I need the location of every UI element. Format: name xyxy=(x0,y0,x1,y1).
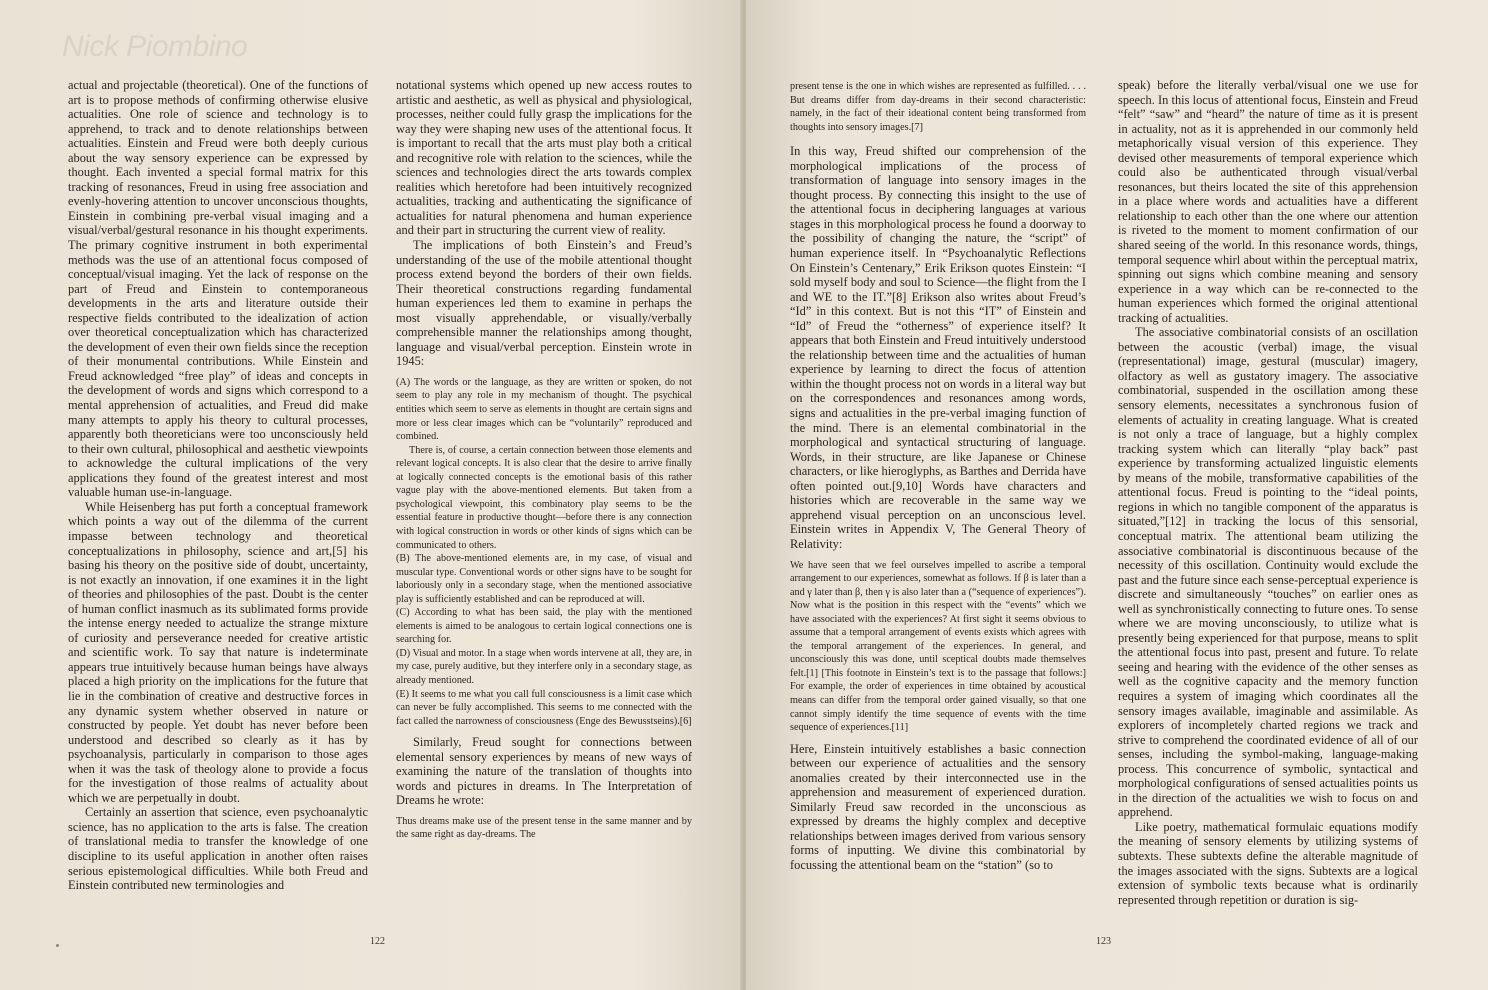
block-quote: (E) It seems to me what you call full consciousness is a limit case which can never be fully accomplished. This seems to me connected with the fact called the narrowness of consciousness (Enge des Bewusstseins).[6] xyxy=(396,688,692,727)
paragraph: Here, Einstein intuitively establishes a basic connection between our experience of actualities and the sensory anomalies created by their interconnected use in the apprehension and measurement of experienced duration. Similarly Freud saw recorded in the unconscious as expressed by dreams the highly complex and deceptive relationships between images derived from various sensory forms of inputting. We divine this combinatorial by focussing the attentional beam on the “station” (so to xyxy=(790,741,1086,872)
block-quote: (A) The words or the language, as they are written or spoken, do not seem to play any role in my mechanism of thought. The psychical entities which seem to serve as elements in thought are certain signs and more or less clear images which can be “voluntarily” reproduced and combined. xyxy=(396,376,692,443)
running-head: Nick Piombino xyxy=(62,30,248,63)
page-number: 122 xyxy=(370,936,385,947)
paragraph: While Heisenberg has put forth a conceptual framework which points a way out of the dilemma of the current impasse between technology and theoretical conceptualizations in philosophy, science and art,[5] his basing his theory on the positive side of doubt, uncertainty, is not exactly an innovation, if one examines it in the light of theories and philosophies of the past. Doubt is the center of human conflict inasmuch as its sublimated forms provide the intense energy needed to actualize the strange mixture of curiosity and perseverance needed for creative artistic and scientific work. To say that nature is indeterminate appears true intuitively because human beings have always placed a high priority on the implications for the future that lie in the combination of creative and destructive forces in any dynamic system whether observed in nature or constructed by people. Yet doubt has never before been understood and described so clearly as it has by psychoanalysis, particularly in comparison to those ages when it was the task of theology alone to provide a focus for the investigation of those realms of actuality about which we are perpetually in doubt. xyxy=(68,499,368,805)
paragraph: In this way, Freud shifted our comprehension of the morphological implications of the process of transformation of language into sensory images in the thought process. By connecting this insight to the use of the attentional focus in deciphering languages at various stages in this morphological process he found a doorway to the possibility of changing the nature, the “script” of human experience itself. In “Psychoanalytic Reflections On Einstein’s Centenary,” Erik Erikson quotes Einstein: “I sold myself body and soul to Science—the flight from the I and WE to the IT.”[8] Erikson also writes about Freud’s “Id” in this context. But is not this “IT” of Einstein and “Id” of Freud the “otherness” of experience itself? It appears that both Einstein and Freud intuitively understood the relationship between time and the actualities of human experience by learning to direct the focus of attention within the thought process not on words in a literal way but on the correspondences and resonances among words, signs and actualities in the pre-verbal imaging function of the mind. There is an elemental combinatorial in the morphological and syntactical structuring of language. Words, in their structure, are like Japanese or Chinese characters, or like hieroglyphs, as Barthes and Derrida have often pointed out.[9,10] Words have characters and histories which are recoverable in the same way we apprehend visual perception on an unconscious level. Einstein writes in Appendix V, The General Theory of Relativity: xyxy=(790,144,1086,551)
paragraph: The associative combinatorial consists of an oscillation between the acoustic (verbal) image, the visual (representational) image, gestural (muscular) imagery, olfactory as well as gustatory imagery. The associative combinatorial, suspended in the oscillation among these sensory elements, necessitates a synchronous fusion of elements of actuality in creating language. What is created is not only a trace of language, but a highly complex tracking system which can literally “play back” past experience by transforming actualized linguistic elements by means of the mobile, transformative capabilities of the attentional focus. Freud is pointing to the “ideal points, regions in which no tangible component of the apparatus is situated,”[12] in tracking the locus of this sensorial, conceptual matrix. The attentional beam utilizing the associative combinatorial is discontinuous because of the necessity of this oscillation. Continuity would exclude the past and the future since each sense-perceptual experience is discrete and simultaneously “touches” on earlier ones as well as synchronistically connecting to future ones. To sense where we are moving unconsciously, to utilize what is presently being experienced for that purpose, means to split the attentional focus into past, present and future. To relate seeing and hearing with the evidence of the other senses as well as the cognitive capacity and the memory function requires a system of imaging which coordinates all the sensory images available, imaginable and assimilable. As explorers of incompletely charted regions we track and strive to comprehend the coordinated evidence of all of our senses, including the symbol-making, language-making process. This concurrence of symbolic, syntactical and morphological configurations of sensed actualities points us in the direction of the actualities we wish to focus on and apprehend. xyxy=(1118,325,1418,820)
block-quote: present tense is the one in which wishes are represented as fulfilled. . . . But dreams differ from day-dreams in their second characteristic: namely, in the fact of their ideational content being transformed from thoughts into sensory images.[7] xyxy=(790,81,1086,133)
block-quote: Thus dreams make use of the present tense in the same manner and by the same right as day-dreams. The xyxy=(396,815,692,841)
paragraph: Like poetry, mathematical formulaic equations modify the meaning of sensory elements by utilizing systems of subtexts. These subtexts define the alterable magnitude of the images associated with the signs. Subtexts are a logical extension of symbolic texts because what is ordinarily represented through repetition or duration is sig- xyxy=(1118,819,1418,907)
paragraph: notational systems which opened up new access routes to artistic and aesthetic, as well as physical and physiological, processes, neither could fully grasp the implications for the way they were shaping new uses of the attentional focus. It is important to recall that the arts must play both a critical and recognitive role with relation to the sciences, while the sciences and technologies direct the arts towards complex realities which heretofore had been intuitively recognized actualities, tracking and authenticating the significance of actualities for natural phenomena and human experience and their part in structuring the current view of reality. xyxy=(396,78,692,238)
block-quote: (C) According to what has been said, the play with the mentioned elements is aimed to be analogous to certain logical connections one is searching for. xyxy=(396,607,692,646)
paragraph: Certainly an assertion that science, even psychoanalytic science, has no application to the arts is false. The creation of translational media to transfer the knowledge of one discipline to its useful application in another often raises serious epistemological difficulties. While both Freud and Einstein contributed new terminologies and xyxy=(68,805,368,893)
paragraph: actual and projectable (theoretical). One of the functions of art is to propose methods of confirming otherwise elusive actualities. One role of science and technology is to apprehend, to track and to denote relationships between actualities. Einstein and Freud were both deeply curious about the way sensory experience can be expressed by thought. Each invented a special formal matrix for this tracking of resonances, Freud in using free association and evenly-hovering attention to uncover unconscious thoughts, Einstein in combining pre-verbal visual imaging and a visual/verbal/gestural resonance in his thought experiments. The primary cognitive instrument in both experimental methods was the use of an attentional focus composed of conceptual/visual imaging. Yet the lack of response on the part of Freud and Einstein to contemporaneous developments in the arts and literature outside their respective fields contributed to the idealization of action over theoretical conceptualization which has characterized the development of even their own fields since the reception of their monumental contributions. While Einstein and Freud acknowledged “free play” of ideas and concepts in the development of words and signs which correspond to a mental apprehension of actualities, and Freud did make many attempts to apply his theory to cultural processes, apparently both theoreticians were too unconsciously held to their own cultural, philosophical and aesthetic viewpoints to acknowledge the cultural implications of the very applications they found of the greatest interest and most valuable human use-in-language. xyxy=(68,78,368,500)
left-column-1 xyxy=(68,78,368,893)
block-quote: (B) The above-mentioned elements are, in my case, of visual and muscular type. Conventional words or other signs have to be sought for laboriously only in a secondary stage, when the mentioned associative play is sufficiently established and can be reproduced at will. xyxy=(396,553,692,605)
block-quote: There is, of course, a certain connection between those elements and relevant logical concepts. It is also clear that the desire to arrive finally at logically connected concepts is the emotional basis of this rather vague play with the above-mentioned elements. But taken from a psychological viewpoint, this combinatory play seems to be the essential feature in productive thought—before there is any connection with logical construction in words or other kinds of signs which can be communicated to others. xyxy=(396,444,692,551)
paragraph: speak) before the literally verbal/visual one we use for speech. In this locus of attentional focus, Einstein and Freud “felt” “saw” and “heard” the nature of time as it is present in actuality, not as it is apprehended in our commonly held metaphorically visual version of this experience. They devised other measurements of temporal experience which could also be authenticated through visual/verbal resonances, but theirs located the site of this apprehension in a place where words and actualities have a different relationship to each other than the one where our attention is riveted to the moment to moment confirmation of our shared seeing of the world. In this resonance words, things, temporal sequence whirl about within the perceptual matrix, spinning out signs which combine meaning and sensory experience in a way which can be re-connected to the human experiences which formed the original attentional tracking of actualities. xyxy=(1118,78,1418,325)
right-column-2 xyxy=(1118,78,1418,907)
right-column-1 xyxy=(790,80,1086,873)
paragraph: The implications of both Einstein’s and Freud’s understanding of the use of the mobile attentional thought process extend beyond the borders of their own fields. Their theoretical constructions regarding fundamental human experiences led them to examine in perhaps the most visually apprehendable, or visually/verbally comprehensible manner the relationships among thought, language and visual/verbal perception. Einstein wrote in 1945: xyxy=(396,238,692,369)
block-quote: We have seen that we feel ourselves impelled to ascribe a temporal arrangement to our experiences, somewhat as follows. If β is later than a and γ later than β, then γ is also later than a (“sequence of experiences”). Now what is the position in this respect with the “events” which we have associated with the experiences? At first sight it seems obvious to assume that a temporal arrangement of events exists which agrees with the temporal arrangement of the experiences. In general, and unconsciously this was done, until sceptical doubts made themselves felt.[1] [This footnote in Einstein’s text is to the passage that follows:] For example, the order of experiences in time obtained by acoustical means can differ from the temporal order gained visually, so that one cannot simply identify the time sequence of events with the time sequence of experiences.[11] xyxy=(790,559,1086,734)
left-column-2 xyxy=(396,78,692,842)
left-page xyxy=(0,0,742,990)
page-number: 123 xyxy=(1096,936,1111,947)
paragraph: Similarly, Freud sought for connections between elemental sensory experiences by means of new ways of examining the nature of the translation of thoughts into words and pictures in dreams. In The Interpretation of Dreams he wrote: xyxy=(396,735,692,808)
right-page xyxy=(746,0,1488,990)
block-quote: (D) Visual and motor. In a stage when words intervene at all, they are, in my case, purely auditive, but they interfere only in a secondary stage, as already mentioned. xyxy=(396,647,692,686)
speck xyxy=(56,944,59,947)
